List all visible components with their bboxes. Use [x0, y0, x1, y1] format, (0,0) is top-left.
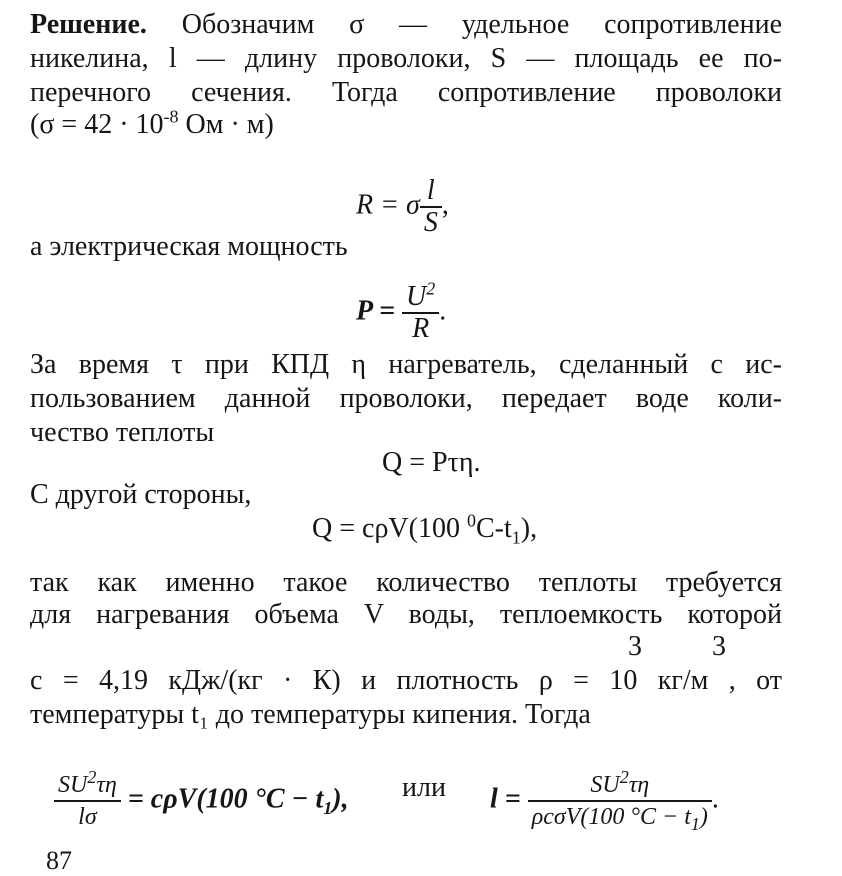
fraction-numerator: [54, 767, 121, 802]
fraction-numerator: [528, 767, 712, 802]
tau-eta: τη: [628, 772, 650, 798]
q2-part-b: C-t: [475, 513, 512, 544]
fraction-denominator: [528, 802, 712, 832]
u-exponent: 2: [426, 278, 436, 299]
text-line-10: С другой стороны,: [30, 479, 252, 510]
fraction-length: [528, 767, 712, 834]
sigma-unit: Ом · м): [178, 109, 274, 140]
q2-degree: 0: [466, 510, 476, 531]
fraction-denominator: R: [412, 313, 430, 344]
formula-length: [490, 767, 719, 834]
su-symbol: SU: [590, 772, 620, 798]
text-line-4: [30, 108, 782, 142]
formula-heat-q2: [312, 512, 537, 546]
sigma-value: (σ = 42 · 10: [30, 109, 164, 140]
u-exponent: 2: [619, 767, 629, 787]
formula-length-tail: .: [711, 783, 719, 815]
den-part-b: ): [699, 804, 708, 830]
tau-eta: τη: [96, 772, 117, 798]
t1-subscript: 1: [690, 813, 700, 834]
text-line-3: перечного сечения. Тогда сопротивление проволоки: [30, 77, 782, 108]
formula-final-rhs-tail: ),: [332, 783, 349, 815]
formula-equation-final: [54, 767, 349, 832]
fraction-numerator: [402, 278, 439, 314]
exponent-volume: 3: [712, 631, 726, 662]
solution-heading: Решение.: [30, 9, 147, 40]
formula-heat-q1: Q = Pτη.: [382, 447, 481, 478]
fraction-denominator: S: [423, 207, 438, 238]
text-line-6: За время τ при КПД η нагреватель, сделанный с ис-: [30, 349, 782, 380]
fraction-l-over-s: [420, 176, 442, 238]
formula-length-lhs: l =: [490, 783, 521, 815]
u-symbol: U: [406, 281, 427, 312]
formula-resistance-tail: ,: [441, 189, 449, 221]
formula-resistance: [356, 176, 449, 238]
u-exponent: 2: [87, 767, 97, 787]
text-line-15: с = 4,19 кДж/(кг · К) и плотность ρ = 10 кг/м , от: [30, 665, 782, 696]
su-symbol: SU: [58, 772, 88, 798]
q2-part-c: ),: [520, 513, 538, 544]
text-line-1-rest: Обозначим σ — удельное сопротивление: [146, 9, 782, 40]
text-line-7: пользованием данной проволоки, передает воде коли-: [30, 383, 782, 414]
t1-subscript: 1: [323, 798, 333, 819]
formula-final-rhs: = cρV(100 °C − t: [127, 783, 324, 815]
formula-power-tail: .: [439, 295, 447, 327]
fraction-denominator: lσ: [78, 804, 97, 830]
fraction-u2-over-r: [402, 278, 439, 344]
fraction-numerator: l: [420, 176, 442, 208]
page-number-cut: 87: [46, 846, 72, 875]
word-or: или: [402, 772, 446, 803]
formula-power: [356, 278, 447, 344]
text-line-1: [30, 8, 782, 42]
fraction-su2-over-lsigma: [54, 767, 121, 832]
q2-subscript: 1: [511, 527, 521, 548]
formula-power-lhs: P =: [356, 295, 396, 327]
formula-resistance-lhs: R = σ: [356, 189, 420, 221]
text-line-13: для нагревания объема V воды, теплоемкость которой: [30, 599, 782, 630]
text-line-16: температуры t₁ до температуры кипения. Тогда: [30, 699, 591, 730]
text-line-2: никелина, l — длину проволоки, S — площадь ее по-: [30, 43, 782, 74]
text-line-8: чество теплоты: [30, 417, 215, 448]
den-part-a: ρcσV(100 °C − t: [531, 804, 691, 830]
exponent-density: 3: [628, 631, 642, 662]
sigma-exponent: -8: [163, 106, 179, 127]
text-line-12: так как именно такое количество теплоты требуется: [30, 567, 782, 598]
q2-part-a: Q = cρV(100: [312, 513, 467, 544]
text-line-5: а электрическая мощность: [30, 231, 348, 262]
